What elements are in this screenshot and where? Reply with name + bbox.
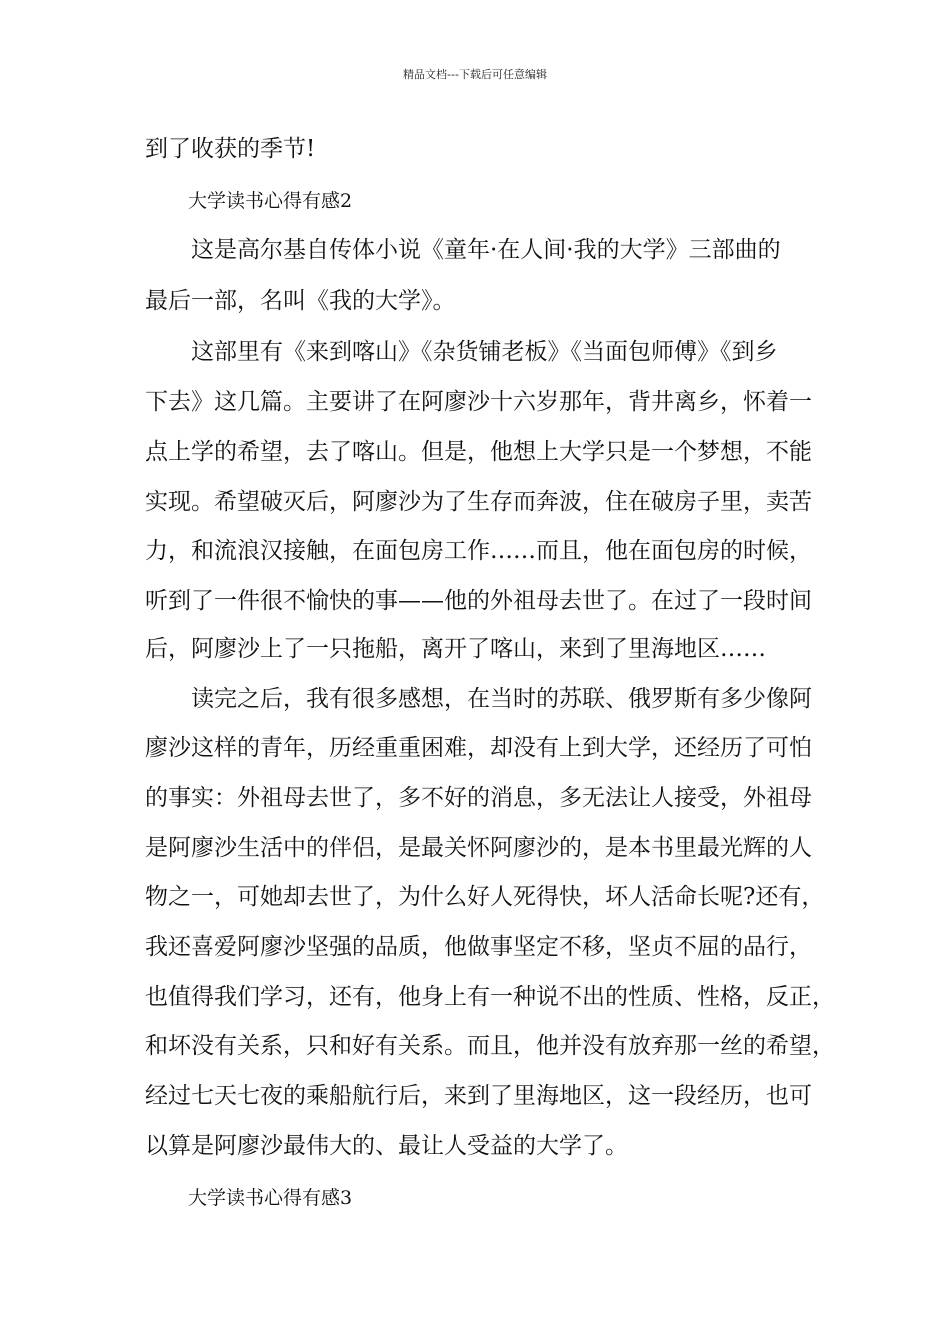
paragraph-line: 听到了一件很不愉快的事——他的外祖母去世了。在过了一段时间 [145,588,812,614]
paragraph-line: 物之一，可她却去世了，为什么好人死得快，坏人活命长呢?还有， [145,884,825,910]
paragraph-line: 廖沙这样的青年，历经重重困难，却没有上到大学，还经历了可怕 [145,735,812,761]
section-heading: 大学读书心得有感2 [188,190,353,212]
paragraph-line: 也值得我们学习，还有，他身上有一种说不出的性质、性格，反正， [145,984,835,1010]
paragraph-line: 点上学的希望，去了喀山。但是，他想上大学只是一个梦想，不能 [145,439,812,465]
paragraph-line: 和坏没有关系，只和好有关系。而且，他并没有放弃那一丝的希望， [145,1033,835,1059]
section-heading: 大学读书心得有感3 [188,1187,353,1209]
paragraph-line: 后，阿廖沙上了一只拖船，离开了喀山，来到了里海地区…… [145,636,766,662]
page-header: 精品文档---下载后可任意编辑 [403,68,547,81]
paragraph-line: 我还喜爱阿廖沙坚强的品质，他做事坚定不移，坚贞不屈的品行， [145,934,812,960]
paragraph-line: 实现。希望破灭后，阿廖沙为了生存而奔波，住在破房子里，卖苦 [145,489,812,515]
paragraph-line: 以算是阿廖沙最伟大的、最让人受益的大学了。 [145,1133,628,1159]
paragraph-line: 下去》这几篇。主要讲了在阿廖沙十六岁那年，背井离乡，怀着一 [145,389,812,415]
text-line: 到了收获的季节! [145,136,316,162]
paragraph-line: 的事实：外祖母去世了，多不好的消息，多无法让人接受，外祖母 [145,785,812,811]
paragraph-line: 是阿廖沙生活中的伴侣，是最关怀阿廖沙的，是本书里最光辉的人 [145,835,812,861]
paragraph-line: 最后一部，名叫《我的大学》。 [145,288,456,314]
paragraph-line: 经过七天七夜的乘船航行后，来到了里海地区，这一段经历，也可 [145,1083,812,1109]
paragraph-line: 力，和流浪汉接触，在面包房工作……而且，他在面包房的时候， [145,538,812,564]
paragraph-line: 这部里有《来到喀山》《杂货铺老板》《当面包师傅》《到乡 [191,339,778,365]
paragraph-line: 这是高尔基自传体小说《童年·在人间·我的大学》三部曲的 [191,237,781,263]
paragraph-line: 读完之后，我有很多感想，在当时的苏联、俄罗斯有多少像阿 [191,686,812,712]
